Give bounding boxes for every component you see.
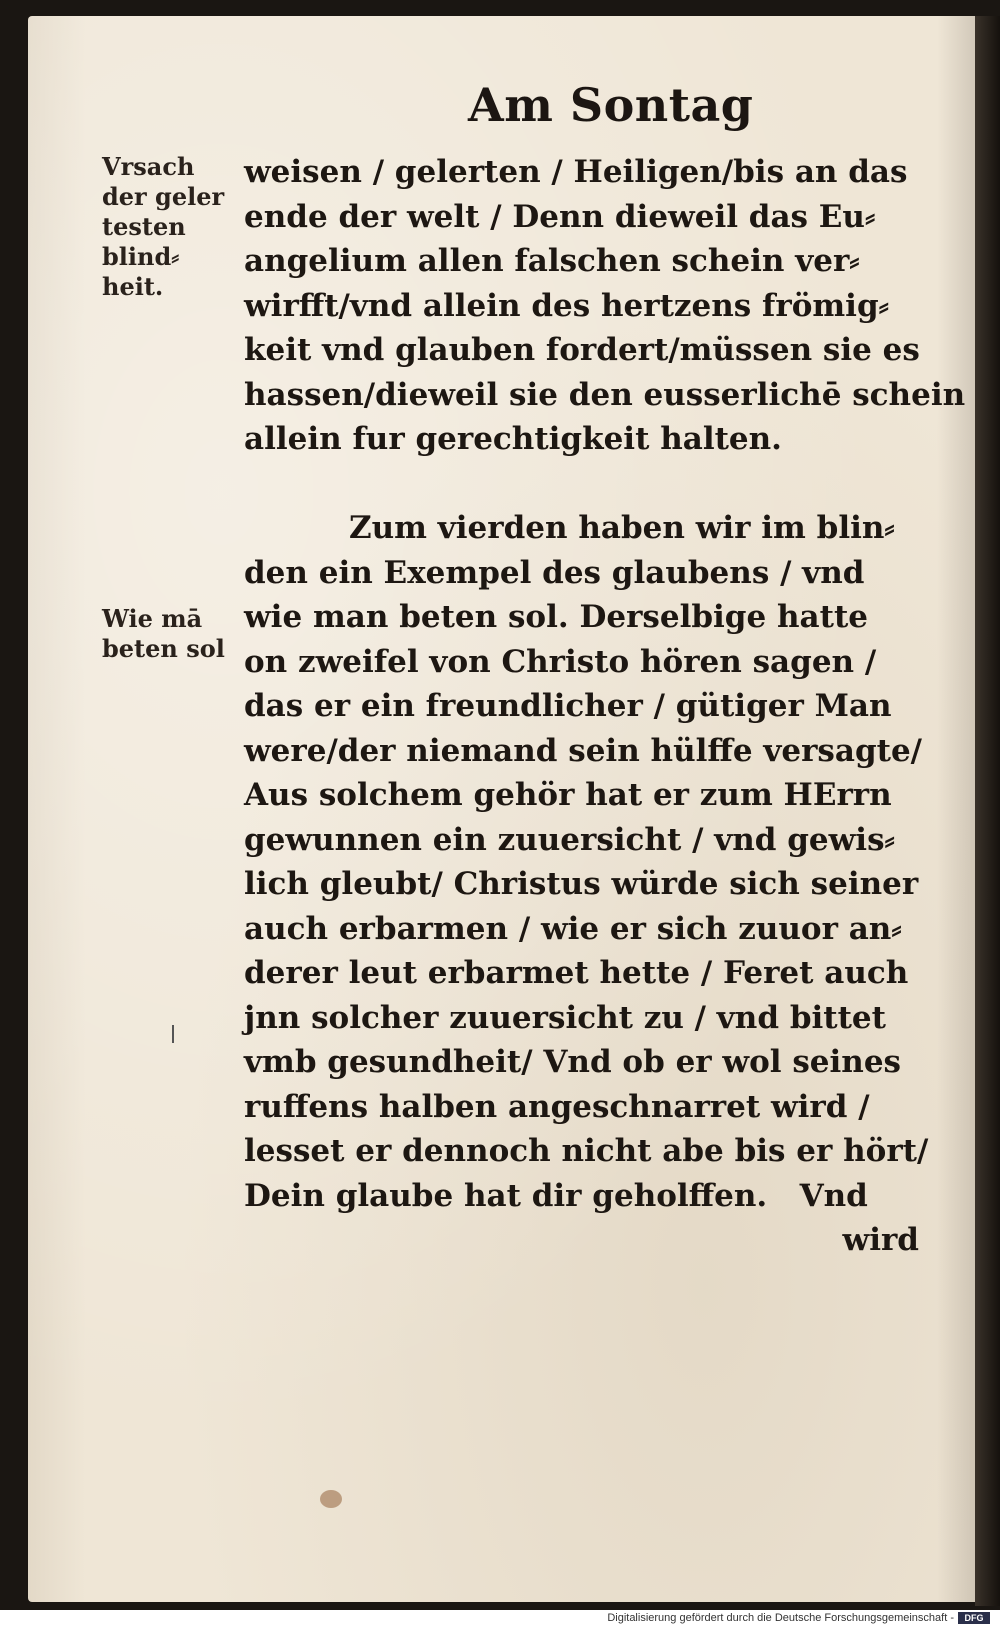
text-line: auch erbarmen / wie er sich zuuor an⸗ <box>244 910 902 947</box>
text-line: Aus solchem gehör hat er zum HErrn <box>244 777 892 813</box>
text-line: were/der niemand sein hülffe versagte/ <box>244 732 922 769</box>
text-line: weisen / gelerten / Heiligen/bis an das <box>244 154 908 190</box>
margin-note-line: Wie mā <box>102 604 203 633</box>
text-line: den ein Exempel des glaubens / vnd <box>244 554 865 591</box>
margin-note-line: beten sol <box>102 634 225 663</box>
body-paragraph-1 <box>244 150 966 462</box>
text-line: wie man beten sol. Derselbige hatte <box>244 599 868 635</box>
page-edge-shadow <box>975 16 1000 1606</box>
text-line: lich gleubt/ Christus würde sich seiner <box>244 866 919 902</box>
text-line: angelium allen falschen schein ver⸗ <box>244 243 860 279</box>
catchword: wird <box>842 1222 919 1258</box>
ink-mark <box>172 1025 174 1043</box>
text-line: jnn solcher zuuersicht zu / vnd bittet <box>244 999 886 1036</box>
text-line: Zum vierden haben wir im blin⸗ <box>349 510 895 546</box>
text-line: allein fur gerechtigkeit halten. <box>244 421 782 457</box>
text-line: vmb gesundheit/ Vnd ob er wol seines <box>244 1044 902 1080</box>
margin-note-line: blind⸗ <box>102 242 180 271</box>
body-paragraph-2 <box>244 506 929 1263</box>
margin-note-line: heit. <box>102 272 164 301</box>
text-line: Dein glaube hat dir geholffen. Vnd <box>244 1177 868 1214</box>
margin-note-prayer <box>102 604 225 664</box>
footer-credit: Digitalisierung gefördert durch die Deutsche Forschungsgemeinschaft - <box>607 1612 954 1624</box>
digitization-footer <box>0 1610 1000 1627</box>
text-line: das er ein freundlicher / gütiger Man <box>244 688 892 724</box>
text-line: gewunnen ein zuuersicht / vnd gewis⸗ <box>244 821 895 858</box>
text-line: hassen/dieweil sie den eusserlichē schein <box>244 376 966 413</box>
margin-note-line: Vrsach <box>102 152 195 181</box>
text-line: ruffens halben angeschnarret wird / <box>244 1088 870 1125</box>
margin-note-line: testen <box>102 212 186 241</box>
text-line: on zweifel von Christo hören sagen / <box>244 643 877 680</box>
text-line: lesset er dennoch nicht abe bis er hört/ <box>244 1133 929 1169</box>
text-line: keit vnd glauben fordert/müssen sie es <box>244 332 920 368</box>
margin-note-blindness <box>102 152 224 302</box>
paper-stain <box>320 1490 342 1508</box>
dfg-logo-icon: DFG <box>958 1612 990 1624</box>
text-line: ende der welt / Denn dieweil das Eu⸗ <box>244 198 876 235</box>
text-line: wirfft/vnd allein des hertzens frömig⸗ <box>244 287 889 324</box>
running-title: Am Sontag <box>468 78 754 132</box>
text-line: derer leut erbarmet hette / Feret auch <box>244 955 909 991</box>
margin-note-line: der geler <box>102 182 225 211</box>
